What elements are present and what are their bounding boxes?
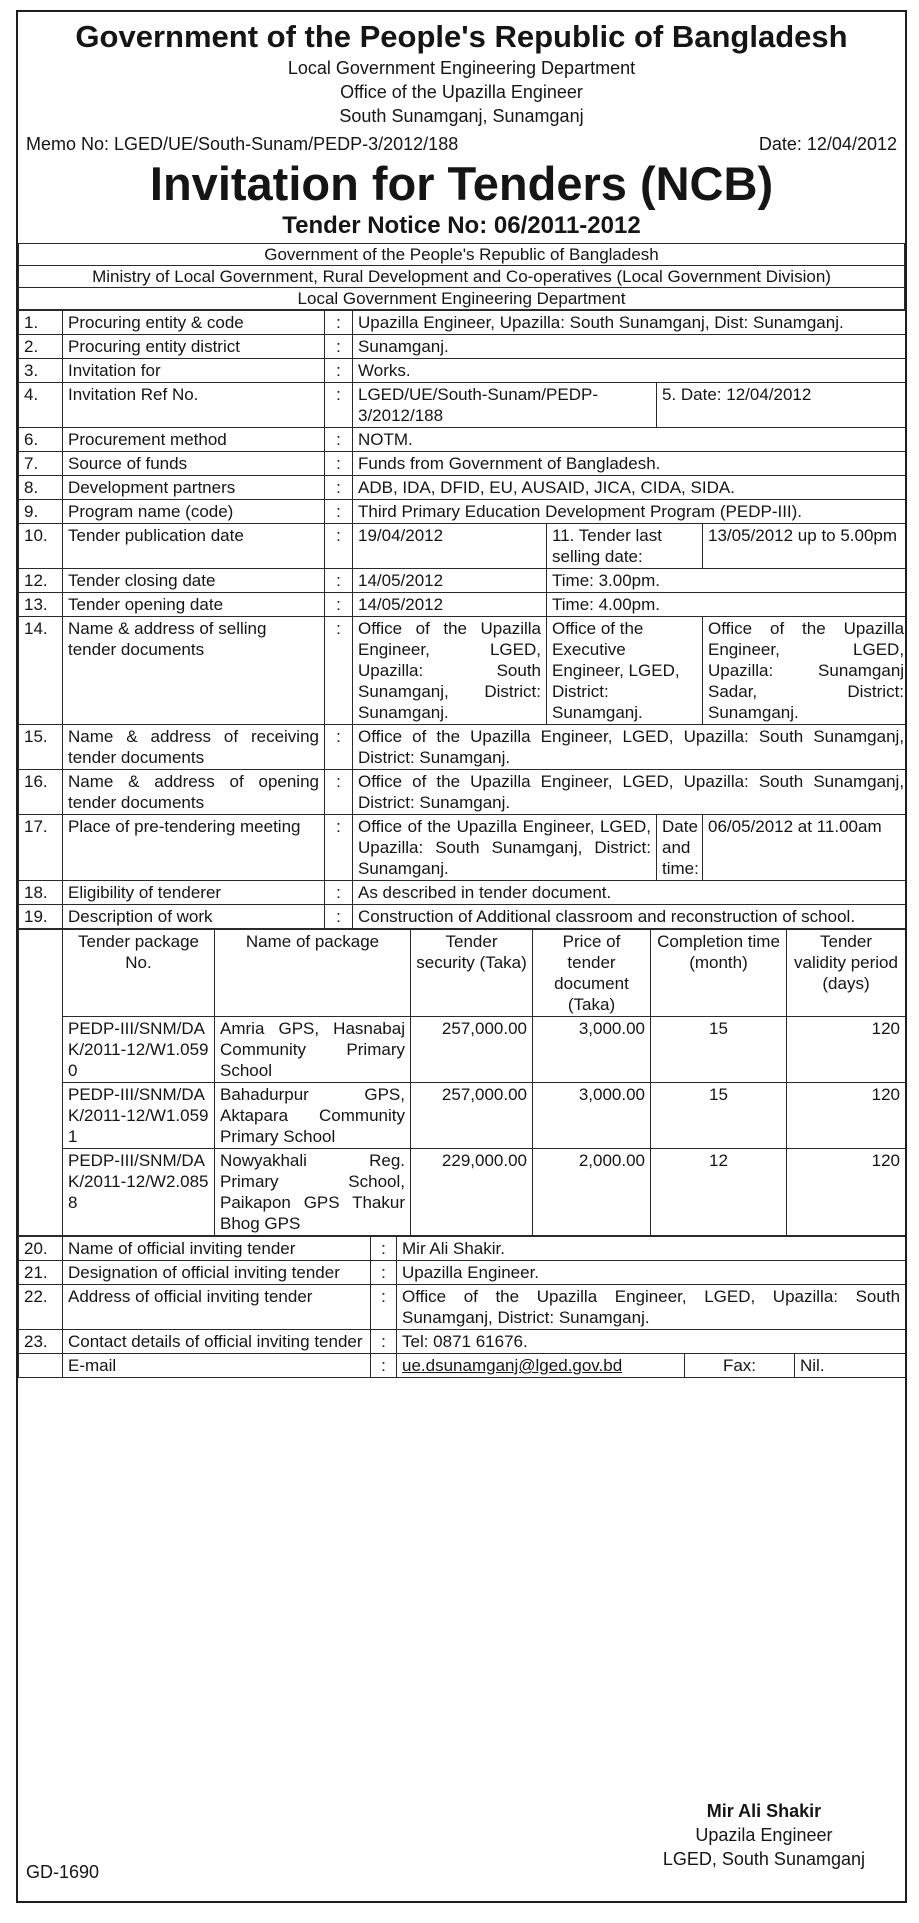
table-row <box>19 593 908 617</box>
row-label: Place of pre-tendering meeting <box>63 815 325 881</box>
row-value: NOTM. <box>353 428 908 452</box>
row-label: Address of official inviting tender <box>63 1285 371 1330</box>
row-label: Invitation Ref No. <box>63 383 325 428</box>
row-value: 14/05/2012 <box>353 593 547 617</box>
ministry-band <box>18 243 905 310</box>
table-row <box>19 1237 906 1261</box>
signatory-office: LGED, South Sunamganj <box>662 1849 865 1869</box>
row-label: Procuring entity district <box>63 335 325 359</box>
row-value: 19/04/2012 <box>353 524 547 569</box>
row-number: 13. <box>19 593 63 617</box>
row-value: 14/05/2012 <box>353 569 547 593</box>
row-number: 1. <box>19 311 63 335</box>
colon: : <box>325 476 353 500</box>
office-name: Office of the Upazilla Engineer <box>340 82 583 102</box>
row-label: Contact details of official inviting tender <box>63 1330 371 1354</box>
colon: : <box>325 725 353 770</box>
row-label: Tender publication date <box>63 524 325 569</box>
office-location: South Sunamganj, Sunamganj <box>339 106 584 126</box>
package-table <box>18 929 906 1236</box>
header-completion: Completion time (month) <box>651 930 787 1017</box>
table-row <box>19 476 908 500</box>
row-number: 16. <box>19 770 63 815</box>
row-number: 4. <box>19 383 63 428</box>
row-value: ADB, IDA, DFID, EU, AUSAID, JICA, CIDA, SIDA. <box>353 476 908 500</box>
fax-value: Nil. <box>795 1354 906 1378</box>
package-name: Amria GPS, Hasnabaj Community Primary School <box>215 1017 411 1083</box>
table-row <box>19 524 908 569</box>
package-security: 257,000.00 <box>411 1017 533 1083</box>
package-header-row <box>19 930 906 1017</box>
row-number: 8. <box>19 476 63 500</box>
row-value: Funds from Government of Bangladesh. <box>353 452 908 476</box>
package-completion: 15 <box>651 1083 787 1149</box>
table-row <box>19 1261 906 1285</box>
row-label: Eligibility of tenderer <box>63 881 325 905</box>
row-number: 10. <box>19 524 63 569</box>
row-value: Sunamganj. <box>353 335 908 359</box>
colon: : <box>371 1354 397 1378</box>
table-row <box>19 1330 906 1354</box>
closing-time: Time: 3.00pm. <box>547 569 908 593</box>
colon: : <box>371 1237 397 1261</box>
table-row <box>19 359 908 383</box>
package-no: PEDP-III/SNM/DAK/2011-12/W1.0591 <box>63 1083 215 1149</box>
row-value: Mir Ali Shakir. <box>397 1237 906 1261</box>
table-row <box>19 617 908 725</box>
row-label: Name & address of receiving tender documents <box>63 725 325 770</box>
package-price: 3,000.00 <box>533 1017 651 1083</box>
row-value: Tel: 0871 61676. <box>397 1330 906 1354</box>
row-label: Program name (code) <box>63 500 325 524</box>
row-number: 6. <box>19 428 63 452</box>
row-value: Upazilla Engineer, Upazilla: South Sunamganj, Dist: Sunamganj. <box>353 311 908 335</box>
row-label: Tender closing date <box>63 569 325 593</box>
band-line-ministry: Ministry of Local Government, Rural Development and Co-operatives (Local Government Division) <box>19 266 905 288</box>
colon: : <box>325 815 353 881</box>
package-price: 2,000.00 <box>533 1149 651 1236</box>
table-row <box>19 770 908 815</box>
row-number: 22. <box>19 1285 63 1330</box>
row-number: 21. <box>19 1261 63 1285</box>
colon: : <box>325 905 353 929</box>
row-value: Upazilla Engineer. <box>397 1261 906 1285</box>
colon: : <box>325 500 353 524</box>
colon: : <box>325 770 353 815</box>
table-row <box>19 311 908 335</box>
official-table <box>18 1236 906 1378</box>
row-value: Office of the Upazilla Engineer, LGED, Upazilla: South Sunamganj, District: Sunamganj. <box>353 770 908 815</box>
meeting-date-value: 06/05/2012 at 11.00am <box>703 815 908 881</box>
row-label: Name of official inviting tender <box>63 1237 371 1261</box>
table-row <box>19 428 908 452</box>
row-label: Source of funds <box>63 452 325 476</box>
last-selling-date-label: 11. Tender last selling date: <box>547 524 703 569</box>
package-security: 257,000.00 <box>411 1083 533 1149</box>
selling-office-1: Office of the Upazilla Engineer, LGED, Upazilla: South Sunamganj, District: Sunamganj. <box>353 617 547 725</box>
row-number: 3. <box>19 359 63 383</box>
row-number: 19. <box>19 905 63 929</box>
table-row <box>19 569 908 593</box>
table-row <box>19 725 908 770</box>
row-label: Invitation for <box>63 359 325 383</box>
package-row <box>19 1149 906 1236</box>
row-label: Name & address of selling tender documents <box>63 617 325 725</box>
notice-title: Invitation for Tenders (NCB) <box>149 157 774 210</box>
header-package-no: Tender package No. <box>63 930 215 1017</box>
package-no: PEDP-III/SNM/DAK/2011-12/W2.0858 <box>63 1149 215 1236</box>
colon: : <box>325 452 353 476</box>
package-row <box>19 1083 906 1149</box>
colon: : <box>371 1330 397 1354</box>
table-row <box>19 881 908 905</box>
selling-office-3: Office of the Upazilla Engineer, LGED, Upazilla: Sunamganj Sadar, District: Sunamganj. <box>703 617 908 725</box>
row-number: 7. <box>19 452 63 476</box>
email-link[interactable]: ue.dsunamganj@lged.gov.bd <box>402 1356 623 1375</box>
package-price: 3,000.00 <box>533 1083 651 1149</box>
colon: : <box>371 1285 397 1330</box>
header-security: Tender security (Taka) <box>411 930 533 1017</box>
row-value: Works. <box>353 359 908 383</box>
package-row <box>19 1017 906 1083</box>
row-label: Description of work <box>63 905 325 929</box>
row-number <box>19 1354 63 1378</box>
colon: : <box>325 335 353 359</box>
colon: : <box>325 359 353 383</box>
colon: : <box>325 311 353 335</box>
row-number: 15. <box>19 725 63 770</box>
colon: : <box>325 881 353 905</box>
opening-time: Time: 4.00pm. <box>547 593 908 617</box>
package-validity: 120 <box>787 1149 906 1236</box>
row-value: Office of the Upazilla Engineer, LGED, Upazilla: South Sunamganj, District: Sunamganj. <box>397 1285 906 1330</box>
row-label: Procurement method <box>63 428 325 452</box>
memo-date: Date: 12/04/2012 <box>758 134 897 154</box>
colon: : <box>325 383 353 428</box>
row-number: 9. <box>19 500 63 524</box>
row-value: As described in tender document. <box>353 881 908 905</box>
row-value: Office of the Upazilla Engineer, LGED, Upazilla: South Sunamganj, District: Sunamganj. <box>353 815 657 881</box>
tender-notice-page <box>16 10 907 1903</box>
table-row <box>19 1354 906 1378</box>
row-label: Tender opening date <box>63 593 325 617</box>
package-name: Bahadurpur GPS, Aktapara Community Primary School <box>215 1083 411 1149</box>
tender-notice-number: Tender Notice No: 06/2011-2012 <box>282 212 641 239</box>
row-number: 14. <box>19 617 63 725</box>
package-security: 229,000.00 <box>411 1149 533 1236</box>
table-row <box>19 452 908 476</box>
signature-block <box>663 1799 865 1871</box>
table-row <box>19 500 908 524</box>
row-label: Procuring entity & code <box>63 311 325 335</box>
row-value: Construction of Additional classroom and reconstruction of school. <box>353 905 908 929</box>
header-validity: Tender validity period (days) <box>787 930 906 1017</box>
row-label: Name & address of opening tender documents <box>63 770 325 815</box>
colon: : <box>325 569 353 593</box>
table-row <box>19 383 908 428</box>
government-title: Government of the People's Republic of Bangladesh <box>75 19 848 54</box>
package-completion: 12 <box>651 1149 787 1236</box>
package-no: PEDP-III/SNM/DAK/2011-12/W1.0590 <box>63 1017 215 1083</box>
row-label: Development partners <box>63 476 325 500</box>
meeting-date-label: Date and time: <box>657 815 703 881</box>
signatory-name: Mir Ali Shakir <box>706 1801 822 1821</box>
colon: : <box>371 1261 397 1285</box>
package-completion: 15 <box>651 1017 787 1083</box>
row-label: Designation of official inviting tender <box>63 1261 371 1285</box>
band-line-government: Government of the People's Republic of Bangladesh <box>19 244 905 266</box>
row-number: 23. <box>19 1330 63 1354</box>
memo-number: Memo No: LGED/UE/South-Sunam/PEDP-3/2012/188 <box>26 134 459 154</box>
row-value: LGED/UE/South-Sunam/PEDP-3/2012/188 <box>353 383 657 428</box>
memo-line <box>18 134 905 155</box>
header-package-name: Name of package <box>215 930 411 1017</box>
colon: : <box>325 593 353 617</box>
package-validity: 120 <box>787 1017 906 1083</box>
colon: : <box>325 617 353 725</box>
colon: : <box>325 428 353 452</box>
email-label: E-mail <box>63 1354 371 1378</box>
package-name: Nowyakhali Reg. Primary School, Paikapon GPS Thakur Bhog GPS <box>215 1149 411 1236</box>
table-row <box>19 815 908 881</box>
email-value[interactable] <box>397 1354 685 1378</box>
colon: : <box>325 524 353 569</box>
table-row <box>19 335 908 359</box>
table-row <box>19 905 908 929</box>
band-line-department: Local Government Engineering Department <box>19 288 905 310</box>
last-selling-date-value: 13/05/2012 up to 5.00pm <box>703 524 908 569</box>
package-validity: 120 <box>787 1083 906 1149</box>
row-number: 12. <box>19 569 63 593</box>
row-value: Third Primary Education Development Program (PEDP-III). <box>353 500 908 524</box>
signatory-designation: Upazila Engineer <box>695 1825 833 1845</box>
row-number: 2. <box>19 335 63 359</box>
row-value: Office of the Upazilla Engineer, LGED, Upazilla: South Sunamganj, District: Sunamganj. <box>353 725 908 770</box>
package-indent-cell <box>19 930 63 1236</box>
fax-label: Fax: <box>685 1354 795 1378</box>
department-name: Local Government Engineering Department <box>287 58 636 78</box>
gd-code: GD-1690 <box>26 1862 100 1882</box>
invitation-date: 5. Date: 12/04/2012 <box>657 383 908 428</box>
header-price: Price of tender document (Taka) <box>533 930 651 1017</box>
row-number: 18. <box>19 881 63 905</box>
table-row <box>19 1285 906 1330</box>
row-number: 17. <box>19 815 63 881</box>
row-number: 20. <box>19 1237 63 1261</box>
selling-office-2: Office of the Executive Engineer, LGED, District: Sunamganj. <box>547 617 703 725</box>
tender-details-table <box>18 310 907 929</box>
